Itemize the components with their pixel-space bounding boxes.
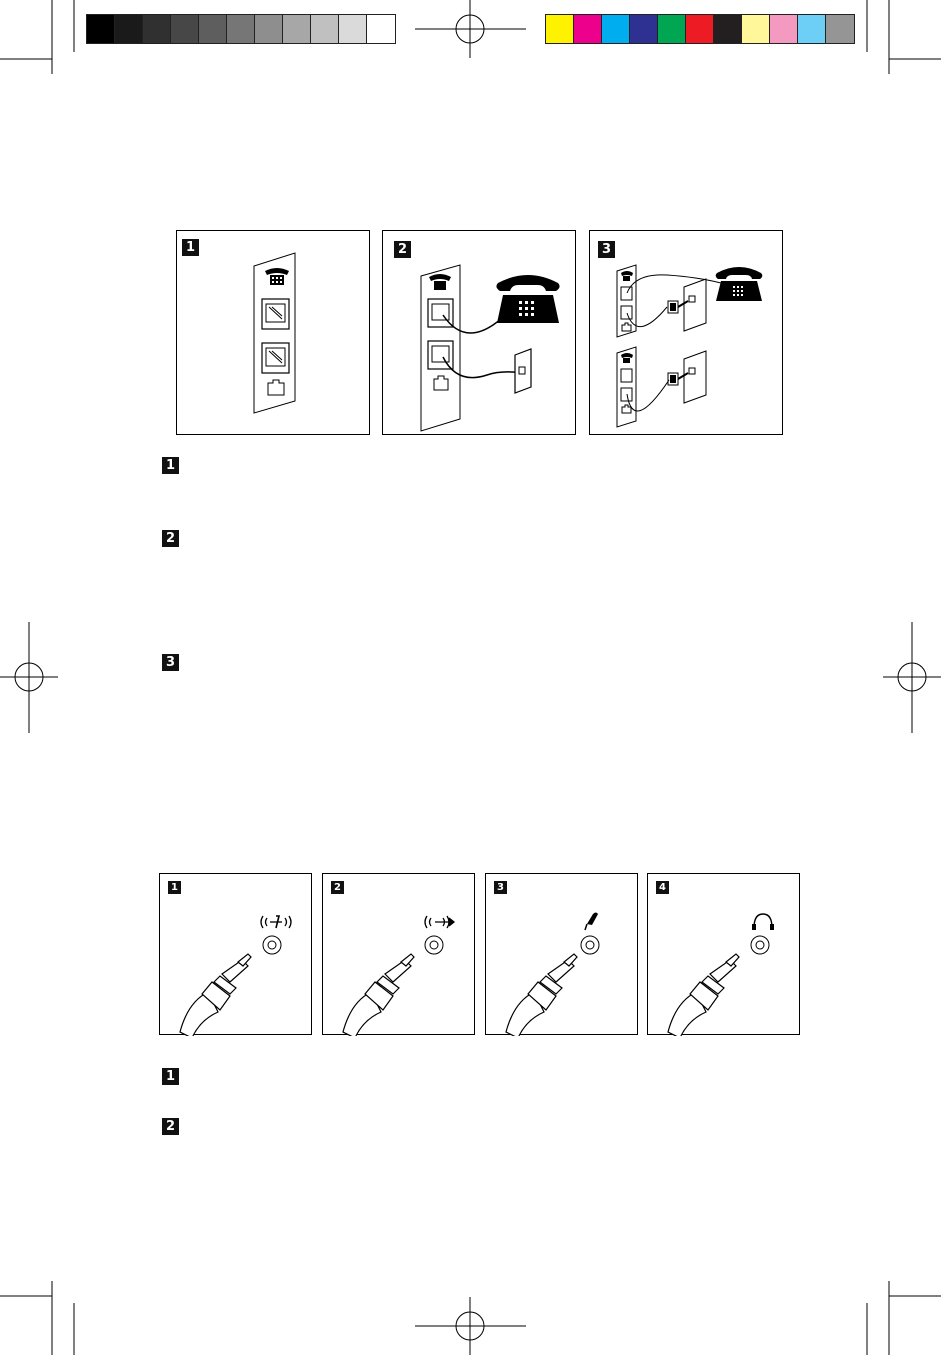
phone-figure-panel-1: [176, 230, 370, 435]
panel-number-badge: 3: [598, 241, 615, 258]
panel-number-badge: 1: [182, 239, 199, 256]
panel-number-badge: 2: [394, 241, 411, 258]
phone-port-panel-icon: [177, 231, 371, 436]
panel-number-badge: 4: [656, 881, 669, 894]
phone-figure-panel-2: [382, 230, 576, 435]
phone-modem-connection-icon: [383, 231, 577, 436]
headphone-icon: [648, 874, 801, 1036]
audio-callout-1: 1: [162, 1068, 179, 1085]
panel-number-badge: 1: [168, 881, 181, 894]
panel-number-badge: 2: [331, 881, 344, 894]
audio-figure-panel-1: [159, 873, 312, 1035]
audio-line-in-icon: [160, 874, 313, 1036]
audio-figure-panel-2: [322, 873, 475, 1035]
phone-splitter-connection-icon: [590, 231, 784, 436]
audio-line-out-icon: [323, 874, 476, 1036]
audio-figure-panel-3: [485, 873, 638, 1035]
phone-callout-1: 1: [162, 457, 179, 474]
microphone-icon: [486, 874, 639, 1036]
phone-callout-2: 2: [162, 530, 179, 547]
phone-figure-panel-3: [589, 230, 783, 435]
audio-callout-2: 2: [162, 1118, 179, 1135]
phone-callout-3: 3: [162, 654, 179, 671]
audio-figure-panel-4: [647, 873, 800, 1035]
panel-number-badge: 3: [494, 881, 507, 894]
